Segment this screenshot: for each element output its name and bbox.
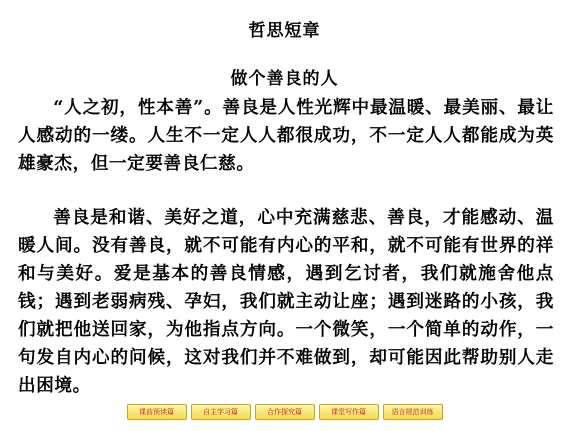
- nav-button-cooperative-inquiry[interactable]: 合作探究篇: [255, 404, 315, 420]
- paragraph-1: “人之初，性本善”。善良是人性光辉中最温暖、最美丽、最让人感动的一缕。人生不一定人人都很成功，不一定人人都能成为英雄豪杰，但一定要善良仁慈。: [18, 97, 554, 174]
- bottom-nav-bar: [0, 404, 569, 422]
- article-title: 做个善良的人: [230, 69, 339, 89]
- nav-button-language-training[interactable]: 语言规范训练: [383, 404, 443, 420]
- nav-button-classroom-writing[interactable]: 课堂写作篇: [319, 404, 379, 420]
- nav-button-self-study[interactable]: 自主学习篇: [191, 404, 251, 420]
- nav-button-preview[interactable]: 课前预读篇: [127, 404, 187, 420]
- section-title: 哲思短章: [248, 21, 321, 41]
- paragraph-2: 善良是和谐、美好之道，心中充满慈悲、善良，才能感动、温暖人间。没有善良，就不可能有内心的平和，就不可能有世界的祥和与美好。爱是基本的善良情感，遇到乞讨者，我们就施舍他点钱；遇到老弱病残、孕妇，我们就主动让座；遇到迷路的小孩，我们就把他送回家，为他指点方向。一个微笑，一个简单的动作，一句发自内心的问候，这对我们并不难做到，却可能因此帮助别人走出困境。: [18, 207, 554, 396]
